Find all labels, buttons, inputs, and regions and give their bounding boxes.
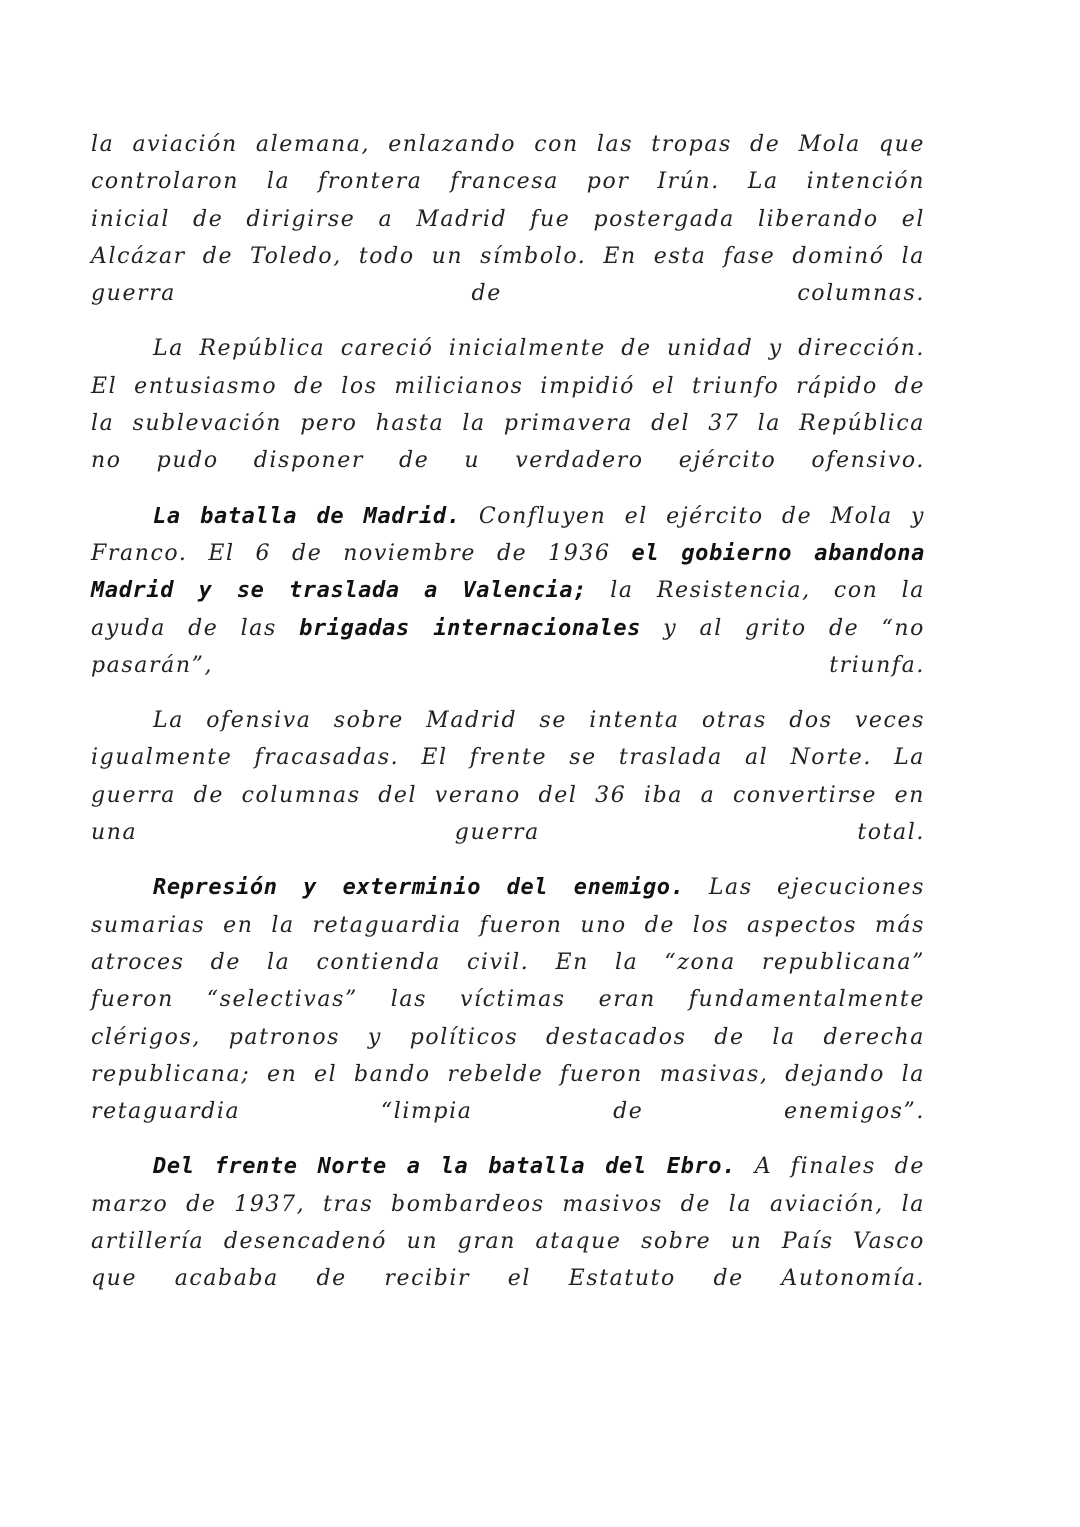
text-run: Confluyen el ejército de Mola y Franco. El 6 de noviembre de 1936 <box>91 503 926 566</box>
text-run: La ofensiva sobre Madrid se intenta otras dos veces igualmente fracasadas. El frente se traslada al Norte. La guerra de columnas del verano del 36 iba a convertirse en una guerra total. <box>91 708 925 846</box>
text-run: A finales de marzo de 1937, tras bombardeos masivos de la aviación, la artillería desencadenó un gran ataque sobre un País Vasco que acababa de recibir el Estatuto de Autonomía. <box>91 1154 925 1292</box>
document-body <box>91 126 925 1316</box>
section-heading-batalla-madrid: La batalla de Madrid. <box>153 503 461 529</box>
bold-run-brigadas: brigadas internacionales <box>299 615 642 641</box>
paragraph-republica <box>91 330 925 479</box>
text-run: la Resistencia, con la ayuda de las <box>91 578 926 641</box>
paragraph-alcazar <box>91 126 925 312</box>
paragraph-represion <box>91 869 925 1130</box>
section-heading-represion: Represión y exterminio del enemigo. <box>153 875 685 901</box>
paragraph-batalla-madrid <box>91 498 925 684</box>
text-run: Las ejecuciones sumarias en la retaguardia fueron uno de los aspectos más atroces de la contienda civil. En la “zona republicana” fueron “selectivas” las víctimas eran fundamentalmente clérigos, patronos y políticos destacados de la derecha republicana; en el bando rebelde fueron masivas, dejando la retaguardia “limpia de enemigos”. <box>91 875 925 1125</box>
text-run: La República careció inicialmente de unidad y dirección. El entusiasmo de los milicianos impidió el triunfo rápido de la sublevación pero hasta la primavera del 37 la República no pudo disponer de u verdadero ejército ofensivo. <box>91 336 925 474</box>
paragraph-ofensiva <box>91 702 925 851</box>
paragraph-frente-norte <box>91 1148 925 1297</box>
bold-run-gobierno: el gobierno abandona Madrid y se traslada a Valencia; <box>91 540 925 604</box>
text-run: la aviación alemana, enlazando con las tropas de Mola que controlaron la frontera francesa por Irún. La intención inicial de dirigirse a Madrid fue postergada liberando el Alcázar de Toledo, todo un símbolo. En esta fase dominó la guerra de columnas. <box>91 132 925 307</box>
section-heading-frente-norte: Del frente Norte a la batalla del Ebro. <box>153 1154 736 1180</box>
text-run: y al grito de “no pasarán”, triunfa. <box>91 615 925 678</box>
